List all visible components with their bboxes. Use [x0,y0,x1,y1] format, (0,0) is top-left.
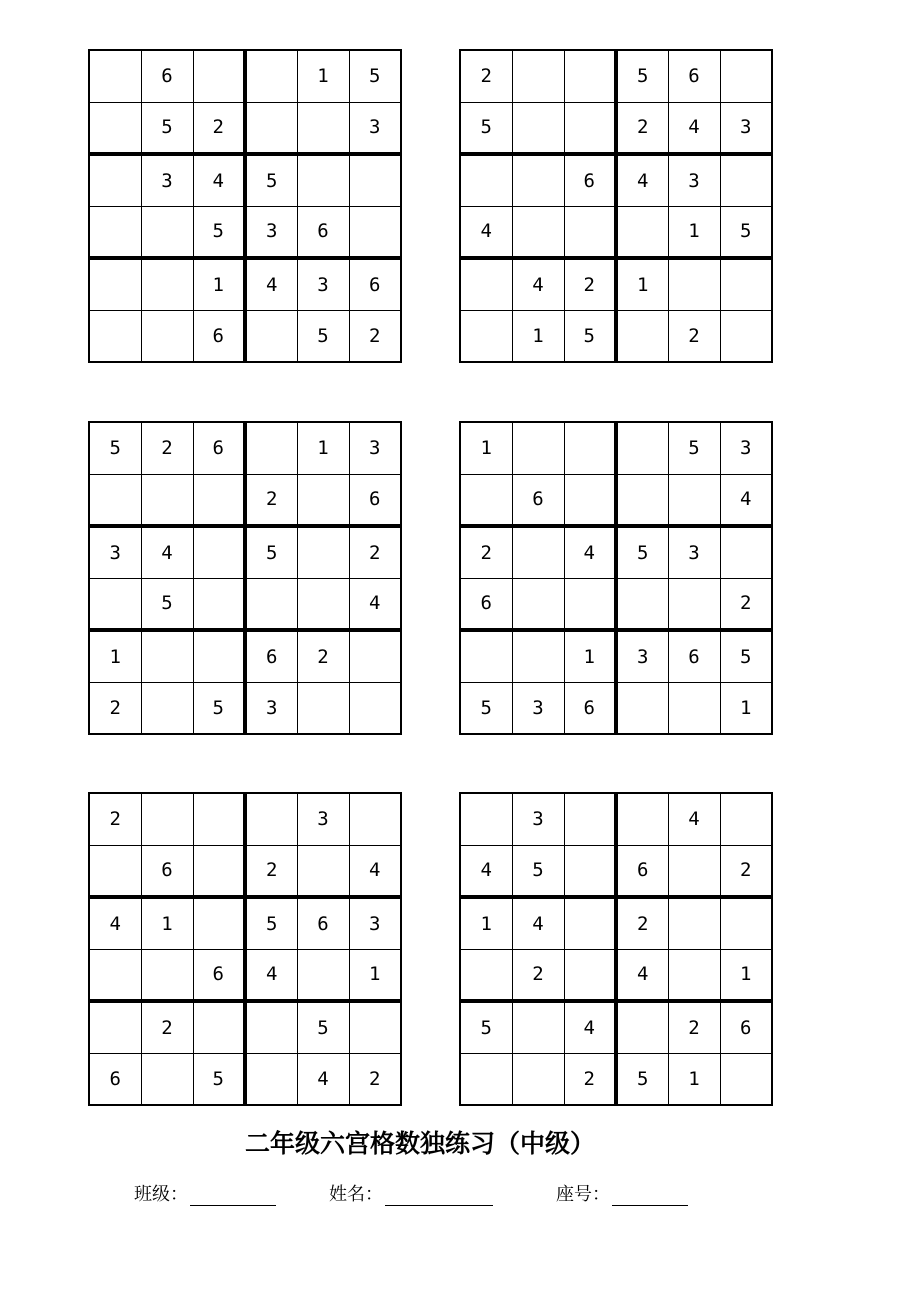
grid-cell: 3 [616,630,668,682]
grid-cell[interactable] [564,578,616,630]
grid-row [89,1053,401,1105]
grid-cell: 4 [512,897,564,949]
grid-cell: 2 [720,845,772,897]
grid-cell[interactable] [616,578,668,630]
grid-cell[interactable] [141,1053,193,1105]
grid-cell[interactable] [720,1053,772,1105]
grid-cell[interactable] [668,682,720,734]
grid-cell: 5 [512,845,564,897]
grid-cell: 3 [512,793,564,845]
grid-cell: 3 [349,897,401,949]
grid-cell: 3 [349,422,401,474]
grid-cell: 4 [564,526,616,578]
grid-cell[interactable] [141,474,193,526]
grid-cell: 2 [564,1053,616,1105]
grid-cell[interactable] [512,1001,564,1053]
grid-row [89,526,401,578]
grid-cell[interactable] [460,949,512,1001]
name-blank[interactable] [385,1183,493,1206]
grid-cell[interactable] [245,310,297,362]
sudoku-grid [459,421,773,735]
sudoku-grid [88,421,402,735]
grid-cell[interactable] [141,310,193,362]
grid-cell[interactable] [668,474,720,526]
grid-cell: 5 [297,310,349,362]
worksheet-title: 二年级六宫格数独练习（中级） [244,1129,595,1158]
grid-cell: 4 [668,793,720,845]
grid-cell: 4 [349,845,401,897]
grid-row [89,154,401,206]
grid-cell: 5 [460,102,512,154]
grid-cell[interactable] [349,206,401,258]
grid-cell: 6 [512,474,564,526]
grid-cell: 5 [349,50,401,102]
grid-cell: 1 [564,630,616,682]
grid-row [460,1001,772,1053]
grid-cell[interactable] [245,1053,297,1105]
grid-cell: 5 [141,102,193,154]
grid-cell: 5 [245,526,297,578]
grid-row [460,845,772,897]
grid-cell[interactable] [89,845,141,897]
grid-cell: 3 [512,682,564,734]
grid-cell: 6 [349,258,401,310]
grid-row [460,206,772,258]
grid-cell: 1 [89,630,141,682]
grid-row [89,845,401,897]
grid-cell[interactable] [89,1001,141,1053]
grid-cell: 5 [564,310,616,362]
grid-cell: 4 [564,1001,616,1053]
grid-row [89,1001,401,1053]
grid-cell: 1 [668,1053,720,1105]
grid-row [460,50,772,102]
grid-cell: 5 [460,682,512,734]
grid-cell[interactable] [193,1001,245,1053]
grid-cell[interactable] [720,793,772,845]
grid-cell: 6 [193,310,245,362]
grid-cell[interactable] [616,793,668,845]
grid-cell: 2 [349,526,401,578]
grid-cell: 5 [616,1053,668,1105]
grid-row [89,474,401,526]
grid-cell[interactable] [460,1053,512,1105]
grid-row [460,578,772,630]
grid-cell: 3 [720,422,772,474]
sudoku-grid [88,792,402,1106]
grid-cell[interactable] [193,578,245,630]
grid-cell[interactable] [297,526,349,578]
grid-cell: 1 [297,50,349,102]
grid-cell: 3 [141,154,193,206]
grid-cell: 6 [460,578,512,630]
grid-cell[interactable] [297,682,349,734]
grid-cell[interactable] [245,793,297,845]
sudoku-puzzle-5 [88,792,400,1104]
grid-cell[interactable] [564,897,616,949]
grid-cell: 4 [297,1053,349,1105]
grid-cell[interactable] [349,682,401,734]
grid-cell: 5 [193,206,245,258]
grid-cell: 4 [616,154,668,206]
grid-cell[interactable] [616,1001,668,1053]
grid-cell[interactable] [460,793,512,845]
grid-cell[interactable] [297,102,349,154]
grid-cell: 2 [141,1001,193,1053]
grid-cell: 1 [720,682,772,734]
grid-cell: 2 [720,578,772,630]
grid-cell[interactable] [193,526,245,578]
grid-cell[interactable] [193,50,245,102]
grid-row [89,310,401,362]
grid-cell[interactable] [245,422,297,474]
grid-cell[interactable] [512,630,564,682]
seat-number-blank[interactable] [612,1183,688,1206]
grid-cell[interactable] [668,578,720,630]
grid-cell[interactable] [460,474,512,526]
grid-cell: 5 [668,422,720,474]
grid-cell[interactable] [512,422,564,474]
grid-cell[interactable] [512,102,564,154]
grid-cell: 3 [245,206,297,258]
sudoku-grid [459,792,773,1106]
sudoku-puzzle-3 [88,421,400,733]
grid-row [460,258,772,310]
grid-cell: 4 [460,845,512,897]
grid-cell: 6 [616,845,668,897]
grid-cell[interactable] [616,422,668,474]
grid-cell: 6 [141,845,193,897]
grid-cell: 4 [720,474,772,526]
grid-cell: 1 [141,897,193,949]
grid-cell: 5 [193,1053,245,1105]
grid-cell: 2 [616,897,668,949]
grid-row [89,793,401,845]
sudoku-grid [459,49,773,363]
seat-number-field [556,1180,688,1206]
grid-cell[interactable] [193,793,245,845]
grid-cell: 6 [564,154,616,206]
grid-cell[interactable] [616,310,668,362]
grid-cell[interactable] [564,474,616,526]
grid-cell: 4 [141,526,193,578]
grid-cell: 3 [297,793,349,845]
grid-cell[interactable] [616,682,668,734]
grid-cell: 2 [245,474,297,526]
grid-cell: 2 [193,102,245,154]
sudoku-puzzle-6 [459,792,771,1104]
grid-row [89,422,401,474]
grid-cell: 6 [193,949,245,1001]
grid-cell: 5 [460,1001,512,1053]
grid-cell[interactable] [616,206,668,258]
grid-row [89,258,401,310]
grid-cell: 4 [668,102,720,154]
grid-row [460,310,772,362]
class-blank[interactable] [190,1183,276,1206]
grid-cell[interactable] [89,474,141,526]
grid-cell[interactable] [297,474,349,526]
grid-cell[interactable] [668,845,720,897]
grid-cell: 5 [297,1001,349,1053]
grid-cell: 5 [720,630,772,682]
grid-row [89,578,401,630]
grid-cell[interactable] [193,845,245,897]
grid-cell: 3 [349,102,401,154]
grid-cell[interactable] [668,949,720,1001]
grid-cell: 2 [141,422,193,474]
grid-cell: 6 [89,1053,141,1105]
grid-row [89,206,401,258]
name-field [329,1180,493,1206]
grid-cell[interactable] [564,102,616,154]
grid-cell: 2 [89,793,141,845]
grid-row [460,1053,772,1105]
grid-cell[interactable] [141,206,193,258]
grid-cell: 5 [141,578,193,630]
grid-cell[interactable] [512,154,564,206]
grid-row [89,949,401,1001]
grid-cell[interactable] [512,1053,564,1105]
grid-cell: 4 [89,897,141,949]
grid-row [460,102,772,154]
grid-cell: 6 [349,474,401,526]
grid-cell: 4 [460,206,512,258]
grid-cell: 2 [564,258,616,310]
grid-cell: 3 [297,258,349,310]
grid-cell[interactable] [89,206,141,258]
grid-cell[interactable] [297,154,349,206]
grid-row [460,154,772,206]
name-label: 姓名： [329,1184,383,1205]
grid-row [89,682,401,734]
grid-cell: 3 [245,682,297,734]
grid-cell[interactable] [245,1001,297,1053]
grid-cell[interactable] [245,102,297,154]
grid-cell: 5 [245,154,297,206]
grid-row [89,102,401,154]
grid-cell[interactable] [89,310,141,362]
grid-cell: 4 [193,154,245,206]
grid-cell[interactable] [512,578,564,630]
grid-row [460,474,772,526]
grid-cell[interactable] [89,949,141,1001]
grid-cell: 5 [616,50,668,102]
grid-cell: 6 [297,206,349,258]
seat-number-label: 座号： [556,1184,610,1205]
grid-cell[interactable] [349,154,401,206]
grid-cell[interactable] [89,258,141,310]
grid-cell[interactable] [564,793,616,845]
grid-cell: 1 [616,258,668,310]
grid-cell: 1 [349,949,401,1001]
grid-row [460,897,772,949]
grid-cell: 6 [141,50,193,102]
grid-cell: 4 [245,949,297,1001]
grid-cell: 6 [668,50,720,102]
grid-row [89,630,401,682]
grid-cell[interactable] [89,154,141,206]
sudoku-grid [88,49,402,363]
grid-cell[interactable] [668,258,720,310]
grid-cell[interactable] [512,206,564,258]
grid-cell[interactable] [297,578,349,630]
grid-cell: 2 [460,50,512,102]
grid-cell: 1 [297,422,349,474]
grid-cell[interactable] [720,897,772,949]
grid-cell: 2 [245,845,297,897]
grid-cell: 6 [564,682,616,734]
grid-cell[interactable] [349,630,401,682]
grid-cell[interactable] [616,474,668,526]
grid-cell[interactable] [89,102,141,154]
grid-row [460,422,772,474]
grid-cell: 6 [668,630,720,682]
grid-cell[interactable] [720,310,772,362]
grid-row [89,897,401,949]
grid-cell[interactable] [349,793,401,845]
grid-cell[interactable] [564,949,616,1001]
grid-cell: 3 [668,526,720,578]
grid-cell[interactable] [720,526,772,578]
grid-cell: 1 [668,206,720,258]
grid-cell: 4 [616,949,668,1001]
class-field [134,1180,276,1206]
grid-cell: 6 [193,422,245,474]
grid-cell[interactable] [297,949,349,1001]
grid-cell: 2 [668,310,720,362]
grid-cell: 6 [245,630,297,682]
grid-cell[interactable] [564,845,616,897]
grid-cell: 2 [297,630,349,682]
grid-cell[interactable] [193,474,245,526]
grid-cell: 4 [245,258,297,310]
grid-cell: 5 [89,422,141,474]
grid-cell: 3 [668,154,720,206]
grid-cell: 1 [460,422,512,474]
grid-cell: 2 [89,682,141,734]
grid-cell[interactable] [141,793,193,845]
grid-cell: 2 [349,1053,401,1105]
grid-cell[interactable] [245,50,297,102]
sudoku-puzzle-4 [459,421,771,733]
grid-cell: 4 [349,578,401,630]
grid-cell[interactable] [460,630,512,682]
grid-cell: 1 [460,897,512,949]
grid-cell: 1 [193,258,245,310]
grid-cell[interactable] [89,50,141,102]
grid-cell: 2 [512,949,564,1001]
grid-cell[interactable] [720,154,772,206]
grid-cell[interactable] [720,258,772,310]
grid-row [89,50,401,102]
grid-row [460,682,772,734]
grid-cell[interactable] [564,206,616,258]
grid-cell[interactable] [512,50,564,102]
grid-row [460,526,772,578]
grid-cell[interactable] [512,526,564,578]
grid-cell: 2 [616,102,668,154]
grid-cell: 3 [89,526,141,578]
sudoku-puzzle-2 [459,49,771,361]
grid-cell[interactable] [297,845,349,897]
grid-cell: 6 [720,1001,772,1053]
grid-cell[interactable] [668,897,720,949]
grid-cell[interactable] [720,50,772,102]
grid-cell: 5 [245,897,297,949]
grid-row [460,793,772,845]
grid-cell[interactable] [193,897,245,949]
class-label: 班级： [134,1184,188,1205]
grid-cell: 6 [297,897,349,949]
grid-cell: 5 [720,206,772,258]
grid-cell[interactable] [141,258,193,310]
grid-cell: 1 [720,949,772,1001]
grid-cell[interactable] [564,422,616,474]
grid-cell[interactable] [460,258,512,310]
grid-cell[interactable] [460,154,512,206]
grid-cell: 2 [460,526,512,578]
grid-cell: 5 [616,526,668,578]
grid-cell[interactable] [141,682,193,734]
grid-cell: 1 [512,310,564,362]
grid-row [460,630,772,682]
grid-cell[interactable] [193,630,245,682]
grid-cell[interactable] [141,949,193,1001]
grid-cell: 5 [193,682,245,734]
grid-cell[interactable] [460,310,512,362]
grid-row [460,949,772,1001]
grid-cell: 4 [512,258,564,310]
grid-cell[interactable] [245,578,297,630]
grid-cell[interactable] [564,50,616,102]
grid-cell: 2 [349,310,401,362]
grid-cell[interactable] [89,578,141,630]
grid-cell: 2 [668,1001,720,1053]
grid-cell[interactable] [141,630,193,682]
sudoku-puzzle-1 [88,49,400,361]
grid-cell[interactable] [349,1001,401,1053]
grid-cell: 3 [720,102,772,154]
